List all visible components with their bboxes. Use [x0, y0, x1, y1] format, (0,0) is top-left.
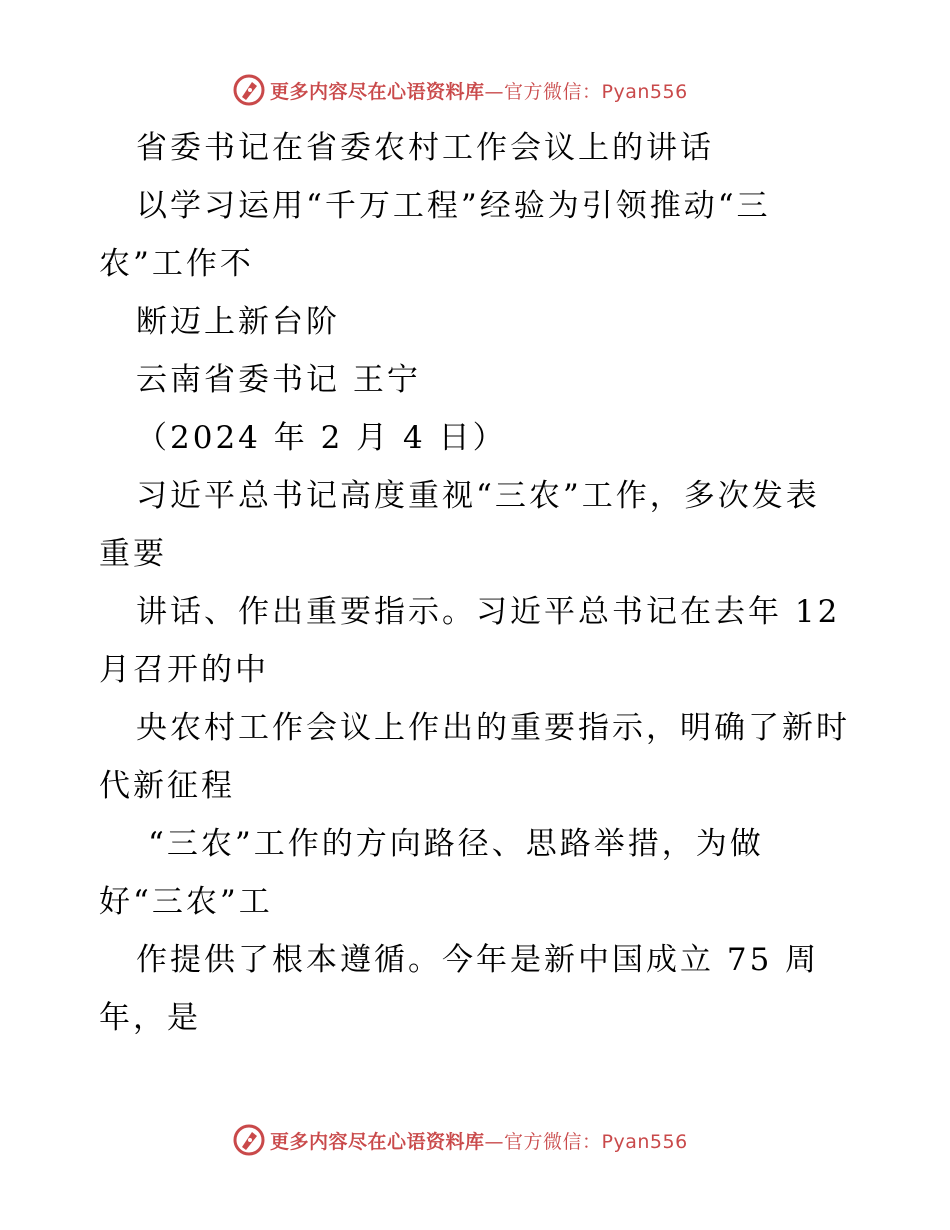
date-line: （2024 年 2 月 4 日）: [136, 420, 507, 456]
paragraph-line: 好“三农”工: [99, 884, 273, 920]
subtitle-line-3: 断迈上新台阶: [136, 304, 340, 340]
watermark-banner-bottom: [232, 1122, 688, 1158]
watermark-dash: —: [484, 1130, 505, 1153]
watermark-text: [270, 77, 688, 104]
author-line: 云南省委书记 王宁: [136, 362, 421, 398]
paragraph-line: 央农村工作会议上作出的重要指示，明确了新时: [136, 710, 850, 746]
watermark-suffix: 官方微信：Pyan556: [504, 1130, 688, 1153]
paragraph-line: 作提供了根本遵循。今年是新中国成立 75 周: [136, 942, 820, 978]
paragraph-line: 月召开的中: [99, 652, 269, 688]
watermark-text: [270, 1127, 688, 1154]
title-line: 省委书记在省委农村工作会议上的讲话: [136, 130, 714, 166]
paragraph-line: 讲话、作出重要指示。习近平总书记在去年 12: [136, 594, 841, 630]
watermark-brand: 更多内容尽在心语资料库: [270, 1130, 485, 1153]
paragraph-line: 习近平总书记高度重视“三农”工作，多次发表: [136, 478, 820, 514]
paragraph-line: “三农”工作的方向路径、思路举措，为做: [148, 826, 764, 862]
watermark-dash: —: [484, 80, 505, 103]
subtitle-line-2: 农”工作不: [99, 246, 254, 282]
pen-nib-circle-icon: [232, 1123, 266, 1157]
watermark-brand: 更多内容尽在心语资料库: [270, 80, 485, 103]
paragraph-line: 重要: [99, 536, 167, 572]
subtitle-line-1: 以学习运用“千万工程”经验为引领推动“三: [136, 188, 771, 224]
paragraph-line: 代新征程: [99, 768, 235, 804]
pen-nib-circle-icon: [232, 73, 266, 107]
watermark-banner-top: [232, 72, 688, 108]
paragraph-line: 年，是: [99, 1000, 201, 1036]
watermark-suffix: 官方微信：Pyan556: [504, 80, 688, 103]
